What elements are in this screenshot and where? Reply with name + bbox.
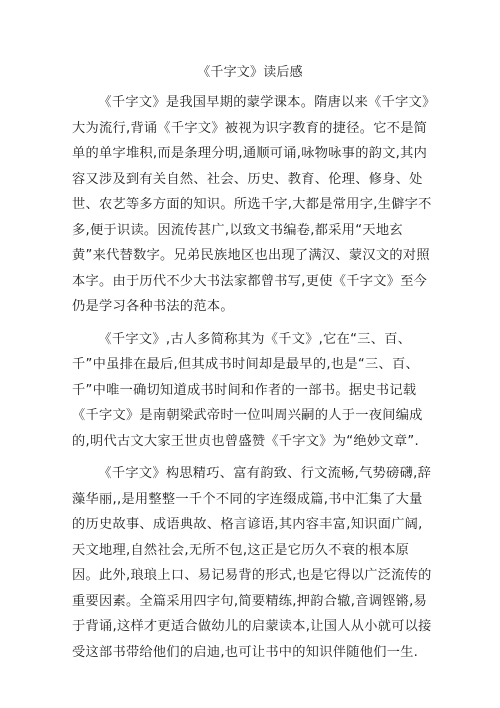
paragraph-1: 《千字文》是我国早期的蒙学课本。隋唐以来《千字文》大为流行,背诵《千字文》被视为识字教育的捷径。它不是简单的单字堆积,而是条理分明,通顺可诵,咏物咏事的韵文,其内容又涉及到有关自然、社会、历史、教育、伦理、修身、处世、农艺等多方面的知识。所选千字,大都是常用字,生僻字不多,便于识读。因流传甚广,以致文书编卷,都采用“天地玄黄”来代替数字。兄弟民族地区也出现了满汉、蒙汉文的对照本字。由于历代不少大书法家都曾书写,更使《千字文》至今仍是学习各种书法的范本。 xyxy=(72,95,432,314)
paragraph-3: 《千字文》构思精巧、富有韵致、行文流畅,气势磅礴,辞藻华丽,,是用整整一千个不同的字连缀成篇,书中汇集了大量的历史故事、成语典故、格言谚语,其内容丰富,知识面广阔,天文地理,自然社会,无所不包,这正是它历久不衰的根本原因。此外,琅琅上口、易记易背的形式,也是它得以广泛流传的重要因素。全篇采用四字句,简要精练,押韵合辙,音调铿锵,易于背诵,这样才更适合做幼儿的启蒙读本,让国人从小就可以接受这部书带给他们的启迪,也可让书中的知识伴随他们一生. xyxy=(72,466,432,660)
document-body xyxy=(72,90,432,672)
paragraph-2: 《千字文》,古人多简称其为《千文》,它在“三、百、千”中虽排在最后,但其成书时间却是最早的,也是“三、百、千”中唯一确切知道成书时间和作者的一部书。据史书记载《千字文》是南朝梁武帝时一位叫周兴嗣的人于一夜间编成的,明代古文大家王世贞也曾盛赞《千字文》为“绝妙文章”. xyxy=(72,331,423,449)
document-title: 《千字文》读后感 xyxy=(197,65,303,80)
